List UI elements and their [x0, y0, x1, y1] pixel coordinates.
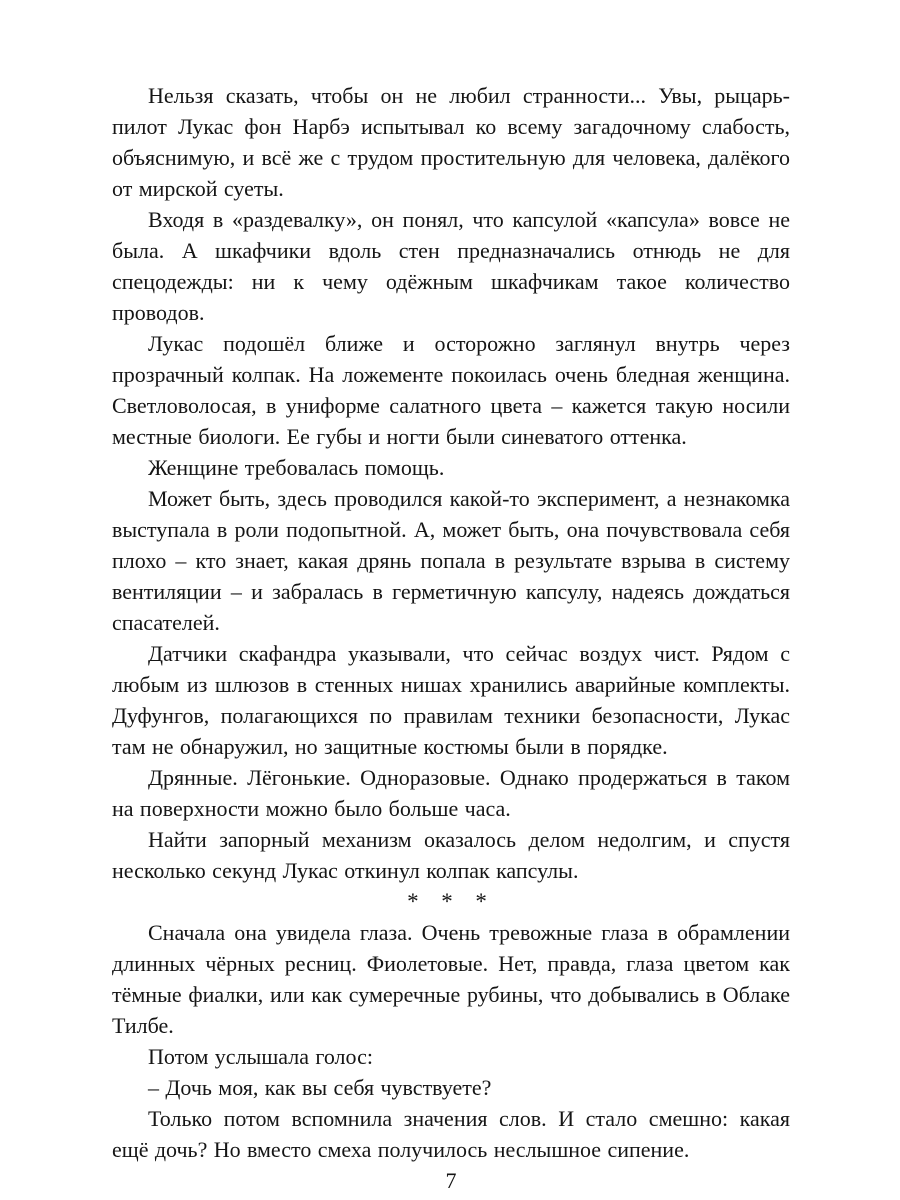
page-number: 7 [445, 1168, 457, 1193]
paragraph-7: Дрянные. Лёгонькие. Одноразовые. Однако продержаться в таком на поверхности можно было больше часа. [112, 765, 790, 821]
paragraph-2: Входя в «раздевалку», он понял, что капсулой «капсула» вовсе не была. А шкафчики вдоль стен предназначались отнюдь не для спецодежды: ни к чему одёжным шкафчикам такое количество проводов. [112, 207, 790, 325]
section-divider: * * * [407, 889, 495, 914]
paragraph-11: – Дочь моя, как вы себя чувствуете? [148, 1075, 492, 1100]
paragraph-5: Может быть, здесь проводился какой-то эксперимент, а незнакомка выступала в роли подопытной. А, может быть, она почувствовала себя плохо – кто знает, какая дрянь попала в результате взрыва в систему вентиляции – и забралась в герметичную капсулу, надеясь дождаться спасателей. [112, 486, 790, 635]
paragraph-8: Найти запорный механизм оказалось делом недолгим, и спустя несколько секунд Лукас откинул колпак капсулы. [112, 827, 790, 883]
text-block [112, 80, 790, 1165]
paragraph-1: Нельзя сказать, чтобы он не любил странности... Увы, рыцарь-пилот Лукас фон Нарбэ испытывал ко всему загадочному слабость, объяснимую, и всё же с трудом простительную для человека, далёкого от мирской суеты. [112, 83, 790, 201]
paragraph-6: Датчики скафандра указывали, что сейчас воздух чист. Рядом с любым из шлюзов в стенных нишах хранились аварийные комплекты. Дуфунгов, полагающихся по правилам техники безопасности, Лукас там не обнаружил, но защитные костюмы были в порядке. [112, 641, 790, 759]
paragraph-9: Сначала она увидела глаза. Очень тревожные глаза в обрамлении длинных чёрных ресниц. Фиолетовые. Нет, правда, глаза цветом как тёмные фиалки, или как сумеречные рубины, что добывались в Облаке Тилбе. [112, 920, 790, 1038]
paragraph-12: Только потом вспомнила значения слов. И стало смешно: какая ещё дочь? Но вместо смеха получилось неслышное сипение. [112, 1106, 790, 1162]
paragraph-10: Потом услышала голос: [148, 1044, 373, 1069]
paragraph-4: Женщине требовалась помощь. [148, 455, 445, 480]
paragraph-3: Лукас подошёл ближе и осторожно заглянул внутрь через прозрачный колпак. На ложементе покоилась очень бледная женщина. Светловолосая, в униформе салатного цвета – кажется такую носили местные биологи. Ее губы и ногти были синеватого оттенка. [112, 331, 790, 449]
